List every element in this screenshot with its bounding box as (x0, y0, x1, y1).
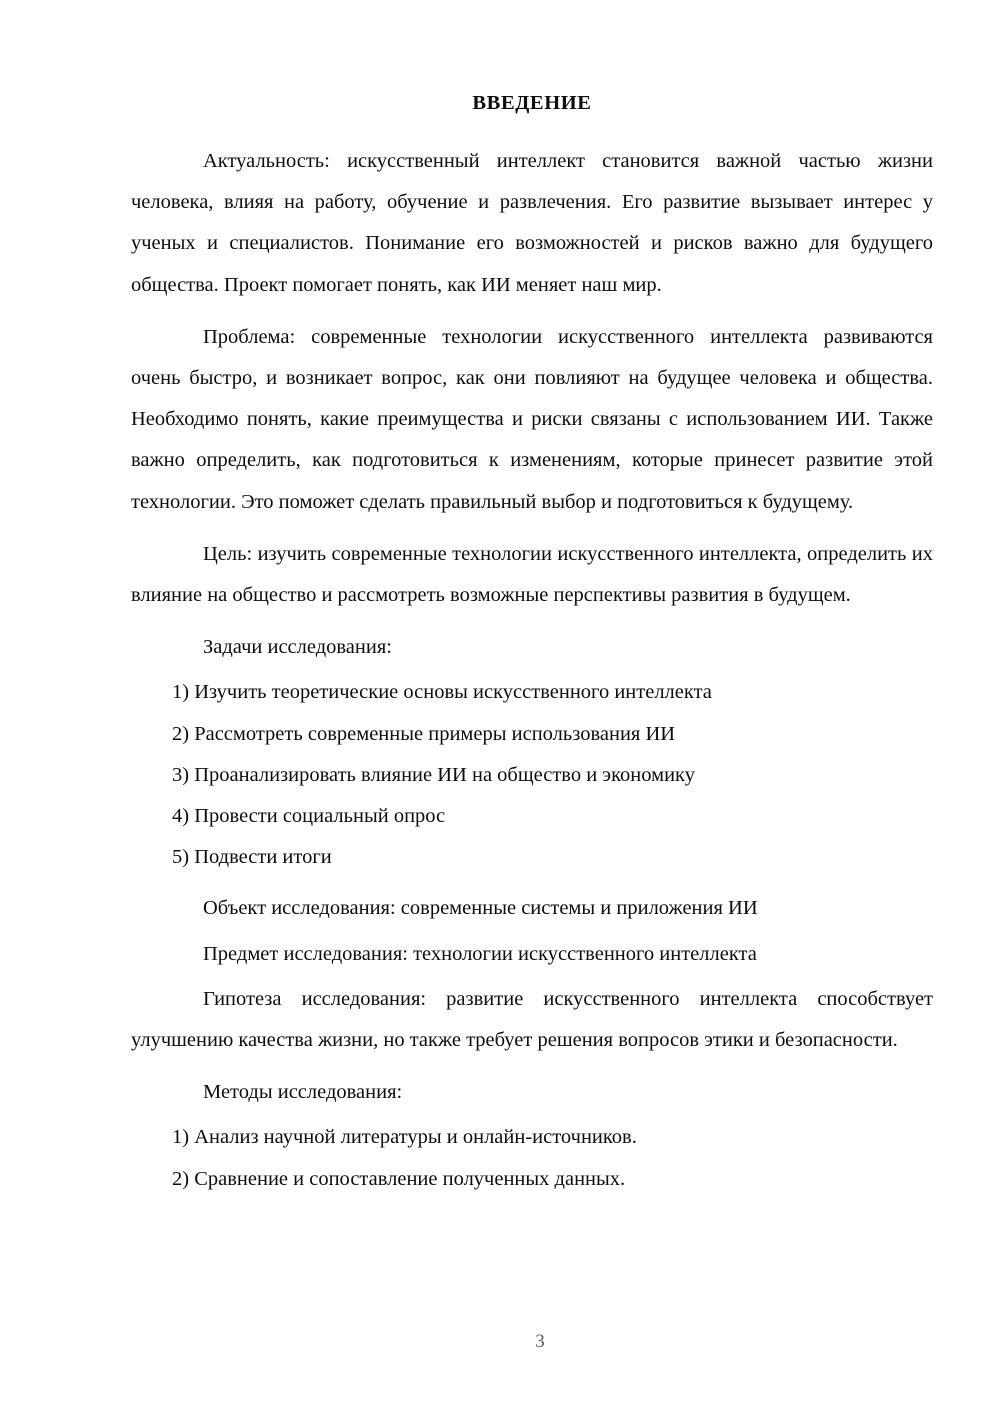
list-item: 1) Изучить теоретические основы искусственного интеллекта (172, 681, 712, 704)
tasks-heading: Задачи исследования: (203, 636, 392, 659)
list-item: 2) Рассмотреть современные примеры использования ИИ (172, 722, 676, 745)
list-item: 5) Подвести итоги (172, 846, 332, 869)
paragraph-relevance: Актуальность: искусственный интеллект становится важной частью жизни человека, влияя на работу, обучение и развлечения. Его развитие вызывает интерес у ученых и специалистов. Понимание его возможностей и рисков важно для будущего общества. Проект помогает понять, как ИИ меняет наш мир. (131, 150, 933, 296)
paragraph-hypothesis: Гипотеза исследования: развитие искусственного интеллекта способствует улучшению качества жизни, но также требует решения вопросов этики и безопасности. (131, 987, 933, 1052)
page-title: ВВЕДЕНИЕ (472, 92, 592, 114)
methods-list (131, 1117, 933, 1199)
section-spacer (131, 878, 933, 888)
paragraph-goal: Цель: изучить современные технологии искусственного интеллекта, определить их влияние на общество и рассмотреть возможные перспективы развития в будущем. (131, 542, 933, 607)
page-number: 3 (535, 1331, 545, 1352)
list-item: 1) Анализ научной литературы и онлайн-источников. (172, 1126, 637, 1149)
tasks-list (131, 672, 933, 878)
paragraph-problem: Проблема: современные технологии искусственного интеллекта развиваются очень быстро, и возникает вопрос, как они повлияют на будущее человека и общества. Необходимо понять, какие преимущества и риски связаны с использованием ИИ. Также важно определить, как подготовиться к изменениям, которые принесет развитие этой технологии. Это поможет сделать правильный выбор и подготовиться к будущему. (131, 325, 933, 513)
list-item: 2) Сравнение и сопоставление полученных данных. (172, 1167, 626, 1190)
list-item: 4) Провести социальный опрос (172, 805, 446, 828)
subject-of-research: Предмет исследования: технологии искусственного интеллекта (203, 942, 757, 965)
object-of-research: Объект исследования: современные системы и приложения ИИ (203, 897, 758, 920)
list-item: 3) Проанализировать влияние ИИ на общество и экономику (172, 763, 695, 786)
methods-heading: Методы исследования: (203, 1081, 403, 1104)
page-content (131, 88, 933, 1200)
